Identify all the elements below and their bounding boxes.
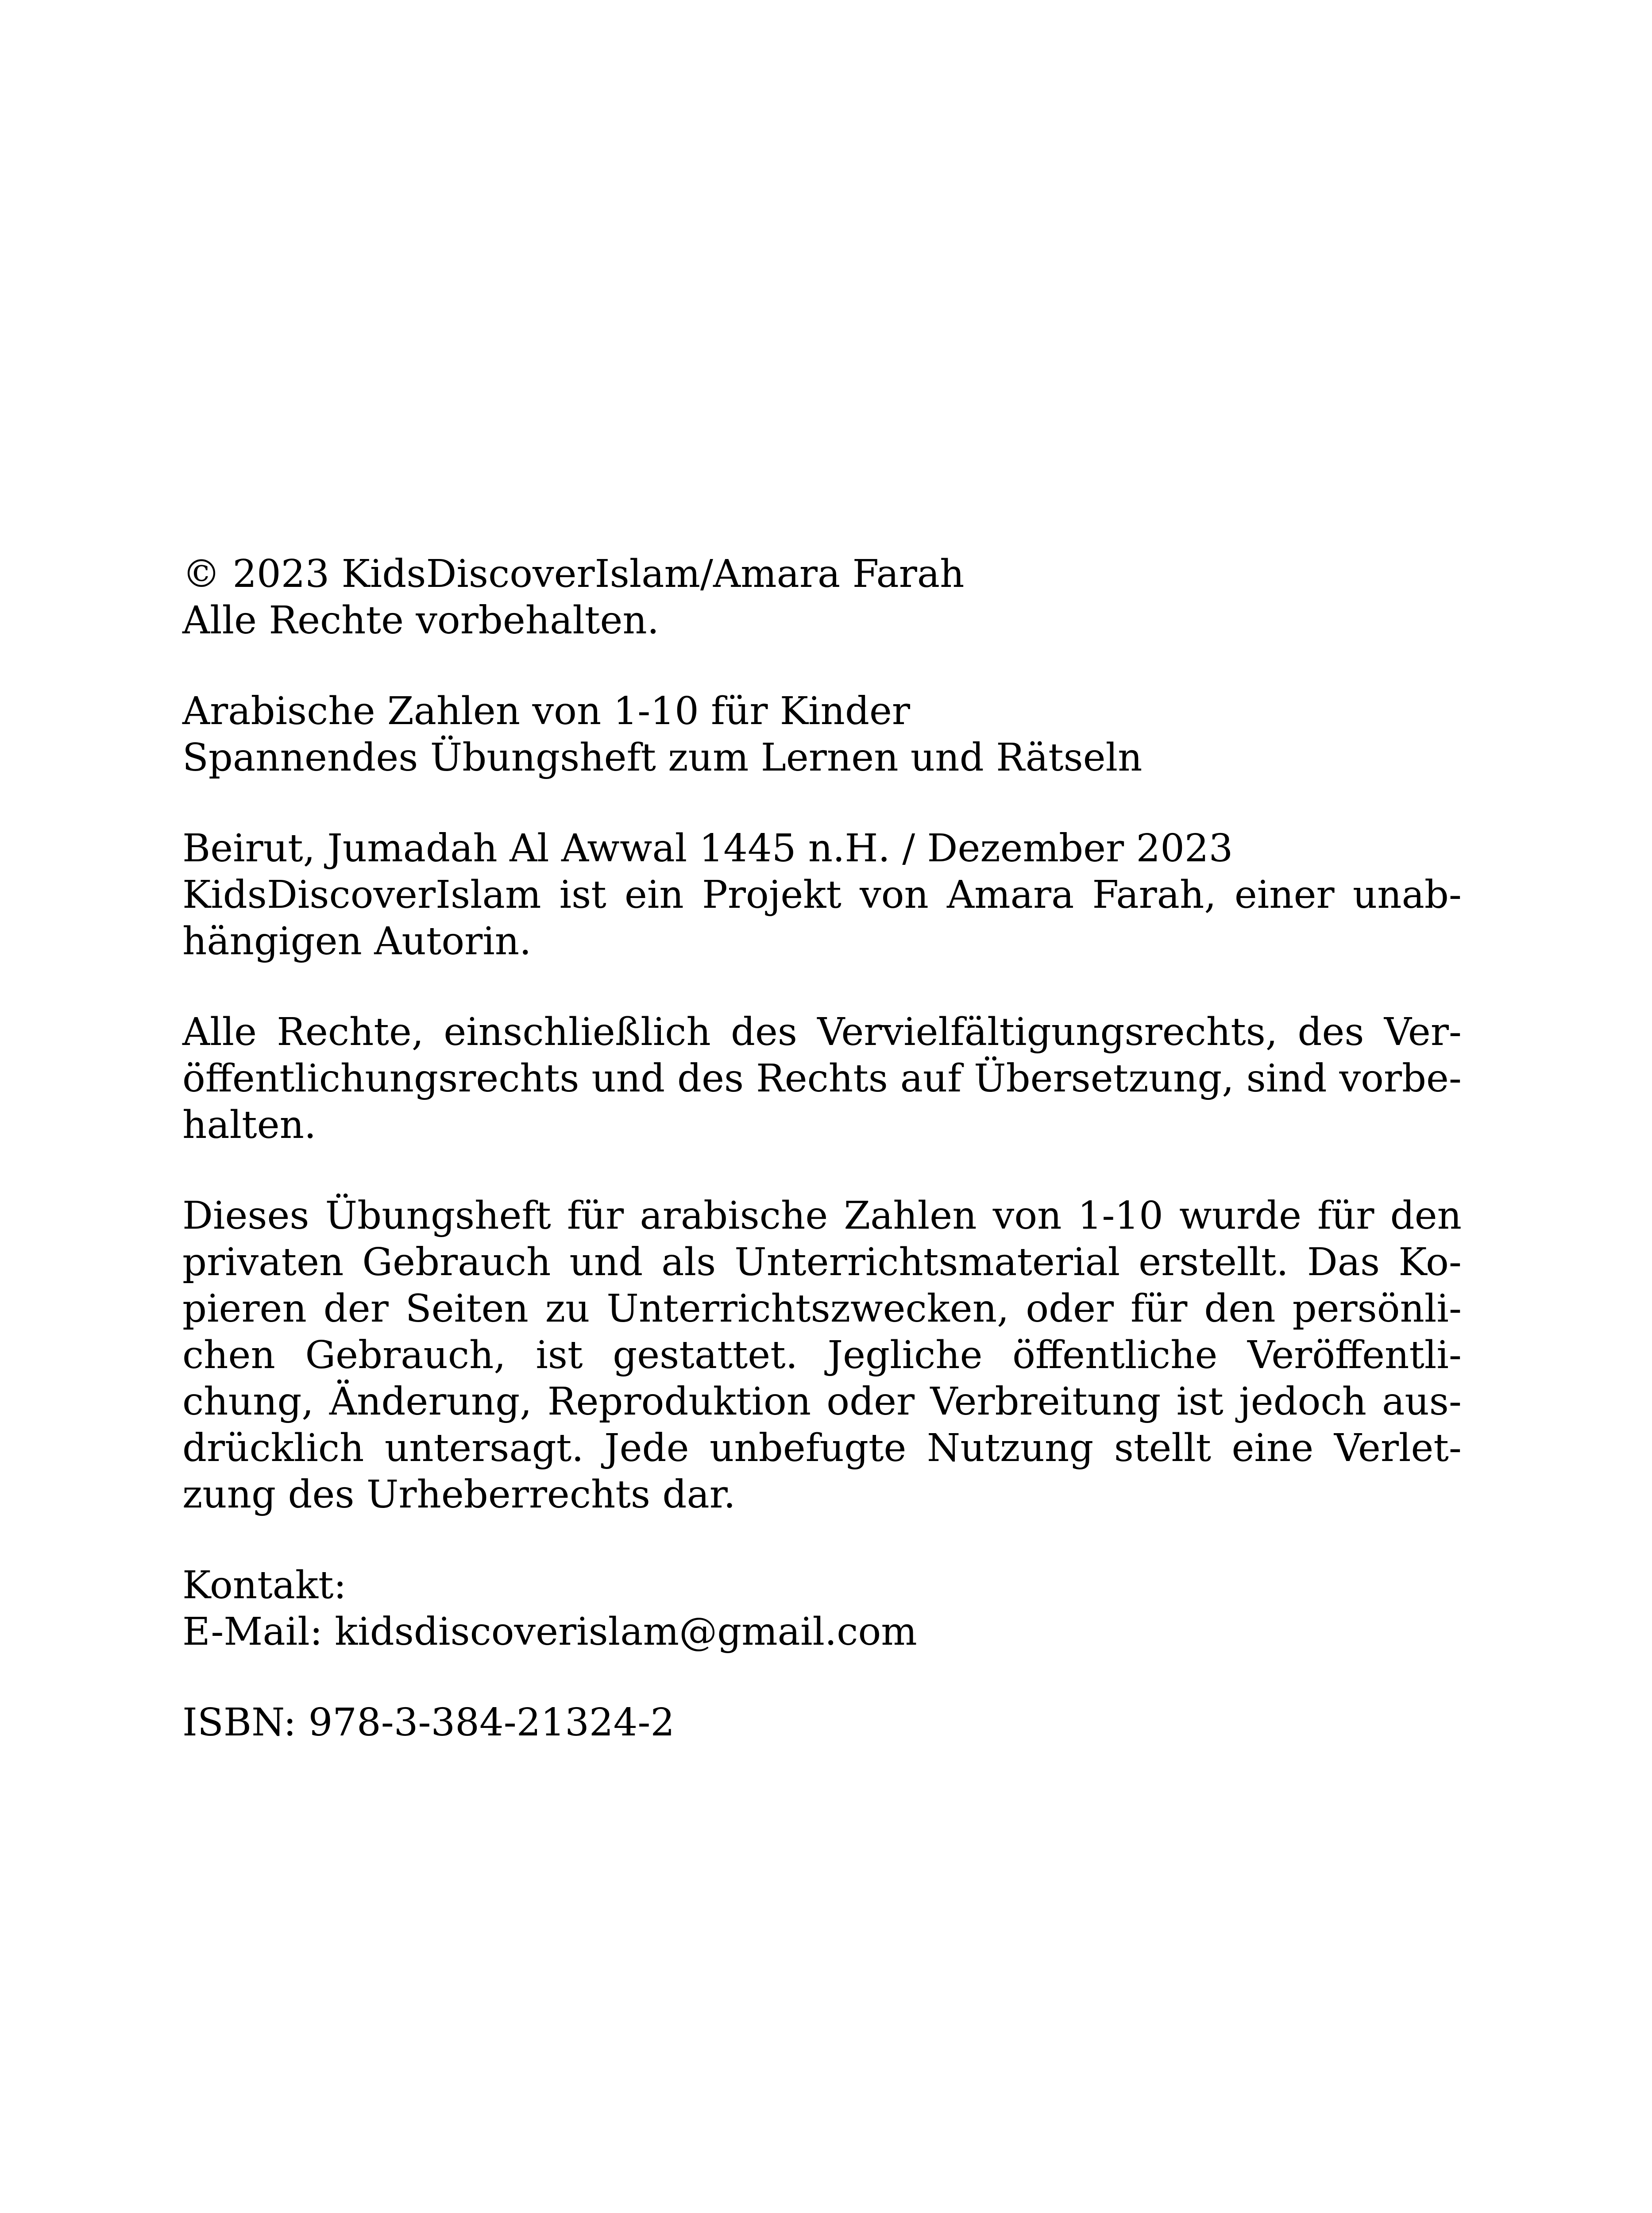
copyright-block (182, 551, 1462, 644)
rights-reserved-line: Alle Rechte vorbehalten. (182, 598, 660, 643)
usage-line: chen Gebrauch, ist gestattet. Jegliche öffentliche Veröffentli- (182, 1333, 1462, 1377)
rights-line: Alle Rechte, einschließlich des Vervielfältigungsrechts, des Ver- (182, 1010, 1462, 1054)
rights-block (182, 1009, 1462, 1149)
rights-line: öffentlichungsrechts und des Rechts auf Übersetzung, sind vorbe- (182, 1056, 1462, 1101)
publication-line: KidsDiscoverIslam ist ein Projekt von Amara Farah, einer unab- (182, 873, 1462, 917)
imprint-text (182, 551, 1462, 1790)
book-subtitle: Spannendes Übungsheft zum Lernen und Rätseln (182, 736, 1143, 780)
copyright-line: © 2023 KidsDiscoverIslam/Amara Farah (182, 552, 965, 596)
isbn-number: ISBN: 978-3-384-21324-2 (182, 1700, 675, 1745)
contact-label: Kontakt: (182, 1563, 347, 1608)
title-block (182, 688, 1462, 781)
contact-email: E-Mail: kidsdiscoverislam@gmail.com (182, 1610, 917, 1654)
publication-place-date: Beirut, Jumadah Al Awwal 1445 n.H. / Dezember 2023 (182, 826, 1233, 871)
usage-block (182, 1193, 1462, 1518)
usage-line: privaten Gebrauch und als Unterrichtsmaterial erstellt. Das Ko- (182, 1240, 1462, 1284)
usage-line: Dieses Übungsheft für arabische Zahlen von 1-10 wurde für den (182, 1194, 1462, 1238)
usage-line: chung, Änderung, Reproduktion oder Verbreitung ist jedoch aus- (182, 1380, 1462, 1424)
usage-line: drücklich untersagt. Jede unbefugte Nutzung stellt eine Verlet- (182, 1426, 1462, 1470)
publication-line: hängigen Autorin. (182, 919, 532, 964)
book-title: Arabische Zahlen von 1-10 für Kinder (182, 689, 910, 733)
rights-line: halten. (182, 1103, 317, 1147)
publication-block (182, 825, 1462, 965)
isbn-block (182, 1700, 1462, 1746)
contact-block (182, 1562, 1462, 1655)
usage-line: pieren der Seiten zu Unterrichtszwecken, oder für den persönli- (182, 1287, 1462, 1331)
usage-line: zung des Urheberrechts dar. (182, 1473, 736, 1517)
